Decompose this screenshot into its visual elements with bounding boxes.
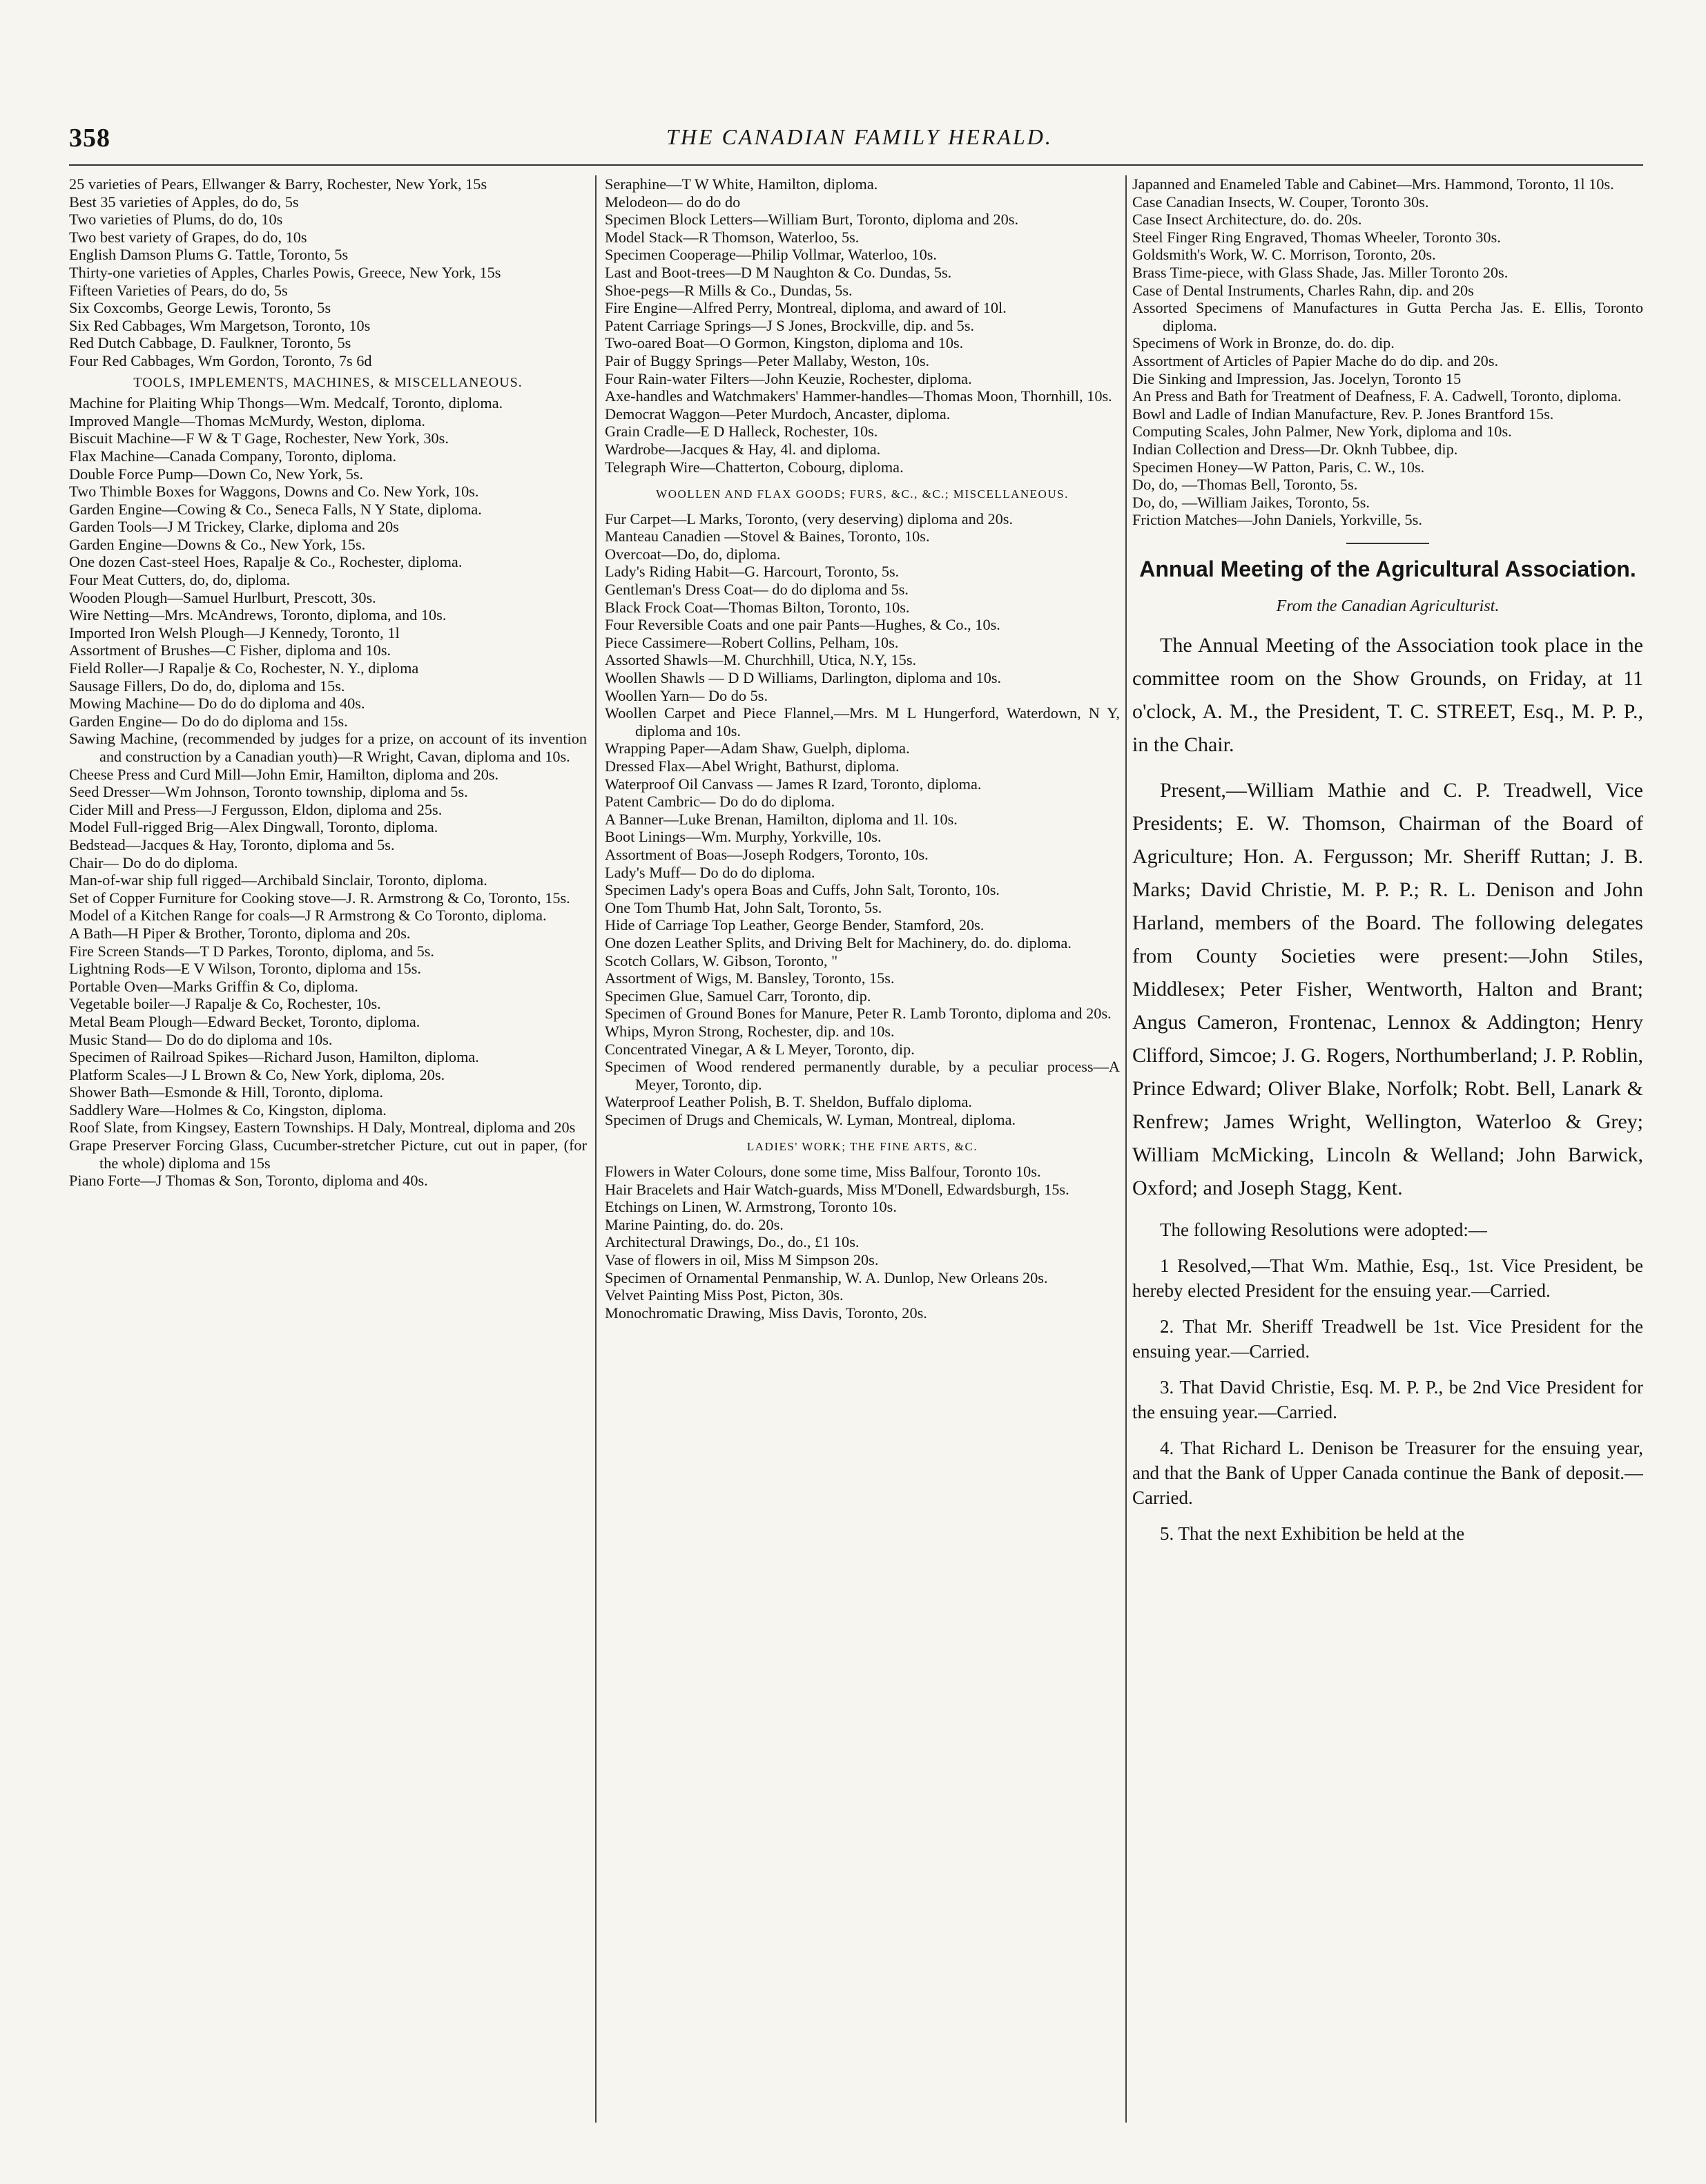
list-item: Cheese Press and Curd Mill—John Emir, Hamilton, diploma and 20s. — [69, 765, 499, 783]
list-item: Metal Beam Plough—Edward Becket, Toronto, diploma. — [69, 1012, 420, 1030]
list-item: Whips, Myron Strong, Rochester, dip. and 10s. — [605, 1022, 895, 1040]
list-item: Bowl and Ladle of Indian Manufacture, Rev. P. Jones Brantford 15s. — [1132, 405, 1554, 423]
list-item: Roof Slate, from Kingsey, Eastern Townships. H Daly, Montreal, diploma and 20s — [69, 1119, 576, 1137]
list-item: Woollen Shawls — D D Williams, Darlington, diploma and 10s. — [605, 669, 1002, 687]
resolution-paragraph: 3. That David Christie, Esq. M. P. P., be 2nd Vice President for the ensuing year.—Carried. — [1132, 1377, 1643, 1423]
section-heading-woollen: WOOLLEN AND FLAX GOODS; FURS, &C., &C.; MISCELLANEOUS. — [656, 487, 1069, 501]
list-item: Garden Engine—Downs & Co., New York, 15s. — [69, 535, 366, 553]
list-item: Wooden Plough—Samuel Hurlburt, Prescott, 30s. — [69, 588, 376, 606]
prize-list — [605, 1163, 1120, 1322]
list-item: Model Stack—R Thomson, Waterloo, 5s. — [605, 228, 860, 246]
list-item: Black Frock Coat—Thomas Bilton, Toronto, 10s. — [605, 598, 910, 616]
list-item: Shoe-pegs—R Mills & Co., Dundas, 5s. — [605, 281, 853, 299]
list-item: Overcoat—Do, do, diploma. — [605, 545, 781, 563]
list-item: A Bath—H Piper & Brother, Toronto, diploma and 20s. — [69, 924, 411, 942]
list-item: An Press and Bath for Treatment of Deafness, F. A. Cadwell, Toronto, diploma. — [1132, 387, 1622, 405]
page-header — [69, 123, 1650, 156]
list-item: Sausage Fillers, Do do, do, diploma and 15s. — [69, 677, 345, 695]
list-item: Fire Engine—Alfred Perry, Montreal, diploma, and award of 10l. — [605, 299, 1007, 317]
list-item: Wrapping Paper—Adam Shaw, Guelph, diploma. — [605, 740, 910, 757]
list-item: Assorted Shawls—M. Churchhill, Utica, N.Y, 15s. — [605, 651, 917, 669]
list-item: Specimen of Railroad Spikes—Richard Juson, Hamilton, diploma. — [69, 1048, 479, 1066]
page-number: 358 — [69, 124, 110, 153]
list-item: Fire Screen Stands—T D Parkes, Toronto, diploma, and 5s. — [69, 942, 434, 960]
list-item: Woollen Yarn— Do do 5s. — [605, 686, 768, 704]
list-item: Do, do, —William Jaikes, Toronto, 5s. — [1132, 493, 1370, 511]
list-item: Pair of Buggy Springs—Peter Mallaby, Weston, 10s. — [605, 351, 930, 369]
resolution-paragraph: 4. That Richard L. Denison be Treasurer for the ensuing year, and that the Bank of Upper Canada continue the Bank of deposit.—Carried. — [1132, 1438, 1643, 1509]
list-item: Lightning Rods—E V Wilson, Toronto, diploma and 15s. — [69, 960, 421, 978]
list-item: Cider Mill and Press—J Fergusson, Eldon, diploma and 25s. — [69, 800, 443, 818]
prize-list — [605, 510, 1120, 1129]
list-item: Computing Scales, John Palmer, New York, diploma and 10s. — [1132, 423, 1512, 441]
column-divider — [1125, 175, 1127, 2123]
list-item: Hide of Carriage Top Leather, George Bender, Stamford, 20s. — [605, 916, 985, 934]
list-item: Japanned and Enameled Table and Cabinet—Mrs. Hammond, Toronto, 1l 10s. — [1132, 175, 1614, 193]
list-item: Garden Engine— Do do do diploma and 15s. — [69, 712, 348, 730]
list-item: Fifteen Varieties of Pears, do do, 5s — [69, 281, 288, 299]
list-item: Model Full-rigged Brig—Alex Dingwall, Toronto, diploma. — [69, 818, 438, 836]
list-item: Specimen Honey—W Patton, Paris, C. W., 10s. — [1132, 458, 1425, 476]
resolution-paragraph: 1 Resolved,—That Wm. Mathie, Esq., 1st. Vice President, be hereby elected President for the ensuing year.—Carried. — [1132, 1255, 1643, 1302]
list-item: Assortment of Wigs, M. Bansley, Toronto, 15s. — [605, 969, 895, 987]
list-item: Double Force Pump—Down Co, New York, 5s. — [69, 465, 364, 483]
list-item: Set of Copper Furniture for Cooking stove—J. R. Armstrong & Co, Toronto, 15s. — [69, 889, 570, 907]
list-item: Saddlery Ware—Holmes & Co, Kingston, diploma. — [69, 1101, 387, 1119]
list-item: Etchings on Linen, W. Armstrong, Toronto 10s. — [605, 1198, 897, 1216]
list-item: Indian Collection and Dress—Dr. Oknh Tubbee, dip. — [1132, 440, 1458, 458]
list-item: Best 35 varieties of Apples, do do, 5s — [69, 193, 299, 211]
list-item: Boot Linings—Wm. Murphy, Yorkville, 10s. — [605, 828, 882, 846]
list-item: One dozen Cast-steel Hoes, Rapalje & Co., Rochester, diploma. — [69, 553, 463, 571]
list-item: Garden Tools—J M Trickey, Clarke, diploma and 20s — [69, 518, 399, 536]
article-source: From the Canadian Agriculturist. — [1276, 597, 1500, 615]
list-item: Woollen Carpet and Piece Flannel,—Mrs. M L Hungerford, Waterdown, N Y, diploma and 10s. — [605, 704, 1120, 740]
list-item: Specimen of Drugs and Chemicals, W. Lyman, Montreal, diploma. — [605, 1110, 1016, 1128]
section-heading-tools: TOOLS, IMPLEMENTS, MACHINES, & MISCELLANEOUS. — [133, 374, 523, 390]
list-item: Imported Iron Welsh Plough—J Kennedy, Toronto, 1l — [69, 624, 400, 641]
list-item: Model of a Kitchen Range for coals—J R Armstrong & Co Toronto, diploma. — [69, 907, 547, 925]
list-item: Goldsmith's Work, W. C. Morrison, Toronto, 20s. — [1132, 246, 1436, 264]
list-item: Democrat Waggon—Peter Murdoch, Ancaster, diploma. — [605, 405, 951, 423]
list-item: Specimen of Wood rendered permanently durable, by a peculiar process—A Meyer, Toronto, dip. — [605, 1058, 1120, 1093]
list-item: Red Dutch Cabbage, D. Faulkner, Toronto, 5s — [69, 334, 351, 352]
list-item: A Banner—Luke Brenan, Hamilton, diploma and 1l. 10s. — [605, 810, 958, 828]
list-item: Friction Matches—John Daniels, Yorkville, 5s. — [1132, 511, 1422, 529]
list-item: Man-of-war ship full rigged—Archibald Sinclair, Toronto, diploma. — [69, 871, 487, 889]
list-item: Concentrated Vinegar, A & L Meyer, Toronto, dip. — [605, 1040, 915, 1058]
list-item: Platform Scales—J L Brown & Co, New York, diploma, 20s. — [69, 1065, 445, 1083]
list-item: Vase of flowers in oil, Miss M Simpson 20s. — [605, 1251, 879, 1269]
list-item: Chair— Do do do diploma. — [69, 853, 238, 871]
list-item: Seed Dresser—Wm Johnson, Toronto township, diploma and 5s. — [69, 783, 468, 801]
list-item: Wire Netting—Mrs. McAndrews, Toronto, diploma, and 10s. — [69, 606, 447, 624]
list-item: Two varieties of Plums, do do, 10s — [69, 211, 283, 229]
list-item: Mowing Machine— Do do do diploma and 40s. — [69, 695, 365, 713]
list-item: Two Thimble Boxes for Waggons, Downs and Co. New York, 10s. — [69, 483, 479, 501]
list-item: Grain Cradle—E D Halleck, Rochester, 10s. — [605, 423, 878, 441]
list-item: Bedstead—Jacques & Hay, Toronto, diploma and 5s. — [69, 835, 395, 853]
list-item: Six Red Cabbages, Wm Margetson, Toronto, 10s — [69, 316, 371, 334]
resolution-paragraph: 2. That Mr. Sheriff Treadwell be 1st. Vice President for the ensuing year.—Carried. — [1132, 1316, 1643, 1362]
list-item: Patent Carriage Springs—J S Jones, Brockville, dip. and 5s. — [605, 316, 975, 334]
list-item: Scotch Collars, W. Gibson, Toronto, " — [605, 951, 838, 969]
list-item: Machine for Plaiting Whip Thongs—Wm. Medcalf, Toronto, diploma. — [69, 394, 503, 412]
column-2 — [605, 175, 1120, 2123]
list-item: Hair Bracelets and Hair Watch-guards, Miss M'Donell, Edwardsburgh, 15s. — [605, 1180, 1069, 1198]
list-item: Lady's Riding Habit—G. Harcourt, Toronto, 5s. — [605, 563, 900, 581]
list-item: Lady's Muff— Do do do diploma. — [605, 863, 815, 881]
column-divider — [595, 175, 597, 2123]
header-rule — [69, 164, 1643, 166]
list-item: Four Meat Cutters, do, do, diploma. — [69, 571, 291, 589]
list-item: Improved Mangle—Thomas McMurdy, Weston, diploma. — [69, 412, 425, 429]
list-item: Axe-handles and Watchmakers' Hammer-handles—Thomas Moon, Thornhill, 10s. — [605, 387, 1112, 405]
list-item: Melodeon— do do do — [605, 193, 741, 211]
list-item: Specimens of Work in Bronze, do. do. dip. — [1132, 334, 1395, 352]
list-item: Music Stand— Do do do diploma and 10s. — [69, 1030, 333, 1048]
list-item: Marine Painting, do. do. 20s. — [605, 1215, 784, 1233]
list-item: Field Roller—J Rapalje & Co, Rochester, N. Y., diploma — [69, 659, 419, 677]
list-item: Assortment of Boas—Joseph Rodgers, Toronto, 10s. — [605, 845, 929, 863]
list-item: Assortment of Brushes—C Fisher, diploma and 10s. — [69, 641, 391, 659]
list-item: Two best variety of Grapes, do do, 10s — [69, 228, 307, 246]
article-separator — [1346, 543, 1429, 544]
list-item: 25 varieties of Pears, Ellwanger & Barry, Rochester, New York, 15s — [69, 175, 487, 193]
article-paragraph: The Annual Meeting of the Association took place in the committee room on the Show Grounds, on Friday, at 11 o'clock, A. M., the President, T. C. STREET, Esq., M. P. P., in the Chair. — [1132, 634, 1643, 757]
list-item: Brass Time-piece, with Glass Shade, Jas. Miller Toronto 20s. — [1132, 263, 1509, 281]
list-item: Thirty-one varieties of Apples, Charles Powis, Greece, New York, 15s — [69, 263, 501, 281]
list-item: Six Coxcombs, George Lewis, Toronto, 5s — [69, 299, 331, 317]
list-item: Two-oared Boat—O Gormon, Kingston, diploma and 10s. — [605, 334, 964, 352]
list-item: Assorted Specimens of Manufactures in Gutta Percha Jas. E. Ellis, Toronto diploma. — [1132, 299, 1643, 334]
list-item: Specimen of Ornamental Penmanship, W. A. Dunlop, New Orleans 20s. — [605, 1268, 1048, 1286]
list-item: Manteau Canadien —Stovel & Baines, Toronto, 10s. — [605, 528, 930, 545]
list-item: Vegetable boiler—J Rapalje & Co, Rochester, 10s. — [69, 995, 381, 1013]
list-item: Biscuit Machine—F W & T Gage, Rochester, New York, 30s. — [69, 429, 449, 447]
list-item: Case of Dental Instruments, Charles Rahn, dip. and 20s — [1132, 281, 1474, 299]
list-item: Four Red Cabbages, Wm Gordon, Toronto, 7s 6d — [69, 351, 372, 369]
list-item: Fur Carpet—L Marks, Toronto, (very deserving) diploma and 20s. — [605, 510, 1014, 528]
list-item: Shower Bath—Esmonde & Hill, Toronto, diploma. — [69, 1083, 384, 1101]
list-item: Case Canadian Insects, W. Couper, Toronto 30s. — [1132, 193, 1429, 211]
list-item: Specimen Glue, Samuel Carr, Toronto, dip. — [605, 987, 871, 1005]
list-item: Waterproof Leather Polish, B. T. Sheldon, Buffalo diploma. — [605, 1093, 972, 1111]
list-item: Patent Cambric— Do do do diploma. — [605, 793, 835, 811]
list-item: Seraphine—T W White, Hamilton, diploma. — [605, 175, 878, 193]
list-item: Steel Finger Ring Engraved, Thomas Wheeler, Toronto 30s. — [1132, 228, 1501, 246]
list-item: Sawing Machine, (recommended by judges for a prize, on account of its invention and construction by a Canadian youth)—R Wright, Cavan, diploma and 10s. — [69, 730, 587, 765]
list-item: Garden Engine—Cowing & Co., Seneca Falls, N Y State, diploma. — [69, 500, 482, 518]
list-item: Waterproof Oil Canvass — James R Izard, Toronto, diploma. — [605, 775, 982, 793]
list-item: Specimen Cooperage—Philip Vollmar, Waterloo, 10s. — [605, 246, 937, 264]
list-item: Telegraph Wire—Chatterton, Cobourg, diploma. — [605, 458, 904, 476]
article-paragraph: Present,—William Mathie and C. P. Treadwell, Vice Presidents; E. W. Thomson, Chairman of the Board of Agriculture; Hon. A. Fergusson; Mr. Sheriff Ruttan; J. B. Marks; David Christie, M. P. P.; R. L. Denison and John Harland, members of the Board. The following delegates from County Societies were present:—John Stiles, Middlesex; Peter Fisher, Wentworth, Halton and Brant; Angus Cameron, Frontenac, Lennox & Addington; Henry Clifford, Simcoe; J. G. Rogers, Northumberland; J. P. Roblin, Prince Edward; Oliver Blake, Norfolk; Robt. Bell, Lanark & Renfrew; James Wright, Wellington, Waterloo & Grey; William McMicking, Lincoln & Welland; John Barwick, Oxford; and Joseph Stagg, Kent. — [1132, 779, 1643, 1200]
list-item: Four Reversible Coats and one pair Pants—Hughes, & Co., 10s. — [605, 616, 1000, 634]
prize-list — [605, 175, 1120, 476]
list-item: Velvet Painting Miss Post, Picton, 30s. — [605, 1286, 844, 1304]
list-item: Monochromatic Drawing, Miss Davis, Toronto, 20s. — [605, 1304, 927, 1322]
list-item: Piano Forte—J Thomas & Son, Toronto, diploma and 40s. — [69, 1172, 428, 1190]
resolutions-list — [1132, 1253, 1643, 1546]
list-item: One dozen Leather Splits, and Driving Belt for Machinery, do. do. diploma. — [605, 934, 1072, 951]
list-item: Case Insect Architecture, do. do. 20s. — [1132, 211, 1362, 229]
prize-list — [1132, 175, 1643, 529]
list-item: Architectural Drawings, Do., do., £1 10s. — [605, 1233, 860, 1251]
list-item: Do, do, —Thomas Bell, Toronto, 5s. — [1132, 476, 1358, 494]
list-item: Assortment of Articles of Papier Mache do do dip. and 20s. — [1132, 351, 1499, 369]
prize-list — [69, 175, 587, 370]
article-paragraph: The following Resolutions were adopted:— — [1160, 1219, 1487, 1241]
list-item: Specimen Lady's opera Boas and Cuffs, John Salt, Toronto, 10s. — [605, 881, 1000, 899]
list-item: Flowers in Water Colours, done some time, Miss Balfour, Toronto 10s. — [605, 1163, 1041, 1181]
section-heading-ladies-work: LADIES' WORK; THE FINE ARTS, &C. — [746, 1140, 978, 1154]
list-item: English Damson Plums G. Tattle, Toronto, 5s — [69, 246, 349, 264]
list-item: Piece Cassimere—Robert Collins, Pelham, 10s. — [605, 633, 899, 651]
running-head: THE CANADIAN FAMILY HERALD. — [666, 124, 1053, 149]
list-item: One Tom Thumb Hat, John Salt, Toronto, 5s. — [605, 898, 882, 916]
list-item: Four Rain-water Filters—John Keuzie, Rochester, diploma. — [605, 369, 972, 387]
article-title: Annual Meeting of the Agricultural Association. — [1139, 556, 1636, 581]
list-item: Specimen of Ground Bones for Manure, Peter R. Lamb Toronto, diploma and 20s. — [605, 1005, 1112, 1023]
column-3 — [1132, 175, 1643, 2123]
list-item: Grape Preserver Forcing Glass, Cucumber-stretcher Picture, cut out in paper, (for the whole) diploma and 15s — [69, 1137, 587, 1172]
list-item: Dressed Flax—Abel Wright, Bathurst, diploma. — [605, 757, 900, 775]
list-item: Die Sinking and Impression, Jas. Jocelyn, Toronto 15 — [1132, 369, 1462, 387]
prize-list — [69, 394, 587, 1190]
list-item: Gentleman's Dress Coat— do do diploma and 5s. — [605, 581, 909, 599]
list-item: Flax Machine—Canada Company, Toronto, diploma. — [69, 447, 397, 465]
list-item: Specimen Block Letters—William Burt, Toronto, diploma and 20s. — [605, 211, 1019, 229]
column-1 — [69, 175, 587, 2123]
resolution-paragraph: 5. That the next Exhibition be held at the — [1160, 1523, 1465, 1545]
list-item: Portable Oven—Marks Griffin & Co, diploma. — [69, 977, 358, 995]
list-item: Wardrobe—Jacques & Hay, 4l. and diploma. — [605, 440, 881, 458]
list-item: Last and Boot-trees—D M Naughton & Co. Dundas, 5s. — [605, 263, 952, 281]
